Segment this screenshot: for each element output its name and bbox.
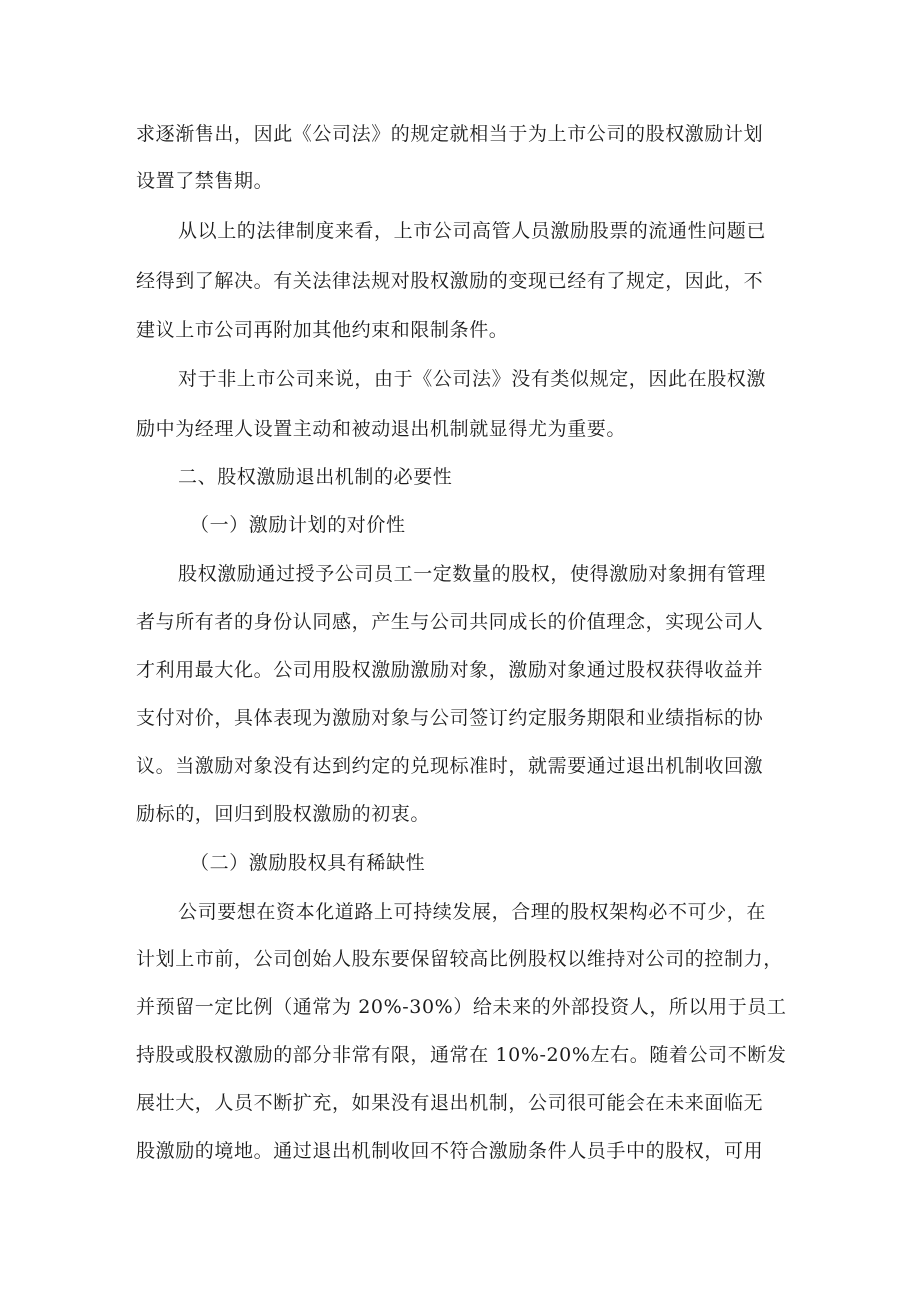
body-text-line: 励标的，回归到股权激励的初衷。 — [136, 803, 431, 825]
subsection-heading: （一）激励计划的对价性 — [190, 514, 406, 536]
body-text-line: 股权激励通过授予公司员工一定数量的股权，使得激励对象拥有管理 — [178, 563, 767, 585]
body-text-line: 并预留一定比例（通常为 20%-30%）给未来的外部投资人，所以用于员工 — [136, 996, 787, 1018]
section-heading: 二、股权激励退出机制的必要性 — [178, 466, 453, 488]
body-text-line: 者与所有者的身份认同感，产生与公司共同成长的价值理念，实现公司人 — [136, 611, 764, 633]
body-text-line: 公司要想在资本化道路上可持续发展，合理的股权架构必不可少，在 — [178, 901, 767, 923]
body-text-line: 建议上市公司再附加其他约束和限制条件。 — [136, 319, 509, 341]
body-text-line: 才利用最大化。公司用股权激励激励对象，激励对象通过股权获得收益并 — [136, 659, 764, 681]
body-text-line: 经得到了解决。有关法律法规对股权激励的变现已经有了规定，因此，不 — [136, 270, 764, 292]
body-text-line: 展壮大，人员不断扩充，如果没有退出机制，公司很可能会在未来面临无 — [136, 1092, 764, 1114]
body-text-line: 励中为经理人设置主动和被动退出机制就显得尤为重要。 — [136, 418, 627, 440]
body-text-line: 股激励的境地。通过退出机制收回不符合激励条件人员手中的股权，可用 — [136, 1140, 764, 1162]
body-text-line: 从以上的法律制度来看，上市公司高管人员激励股票的流通性问题已 — [178, 220, 767, 242]
body-text-line: 设置了禁售期。 — [136, 170, 274, 192]
body-text-line: 求逐渐售出，因此《公司法》的规定就相当于为上市公司的股权激励计划 — [136, 123, 764, 145]
subsection-heading: （二）激励股权具有稀缺性 — [190, 852, 426, 874]
body-text-line: 计划上市前，公司创始人股东要保留较高比例股权以维持对公司的控制力， — [136, 948, 783, 970]
body-text-line: 持股或股权激励的部分非常有限，通常在 10%-20%左右。随着公司不断发 — [136, 1044, 787, 1066]
body-text-line: 对于非上市公司来说，由于《公司法》没有类似规定，因此在股权激 — [178, 368, 767, 390]
body-text-line: 议。当激励对象没有达到约定的兑现标准时，就需要通过退出机制收回激 — [136, 755, 764, 777]
body-text-line: 支付对价，具体表现为激励对象与公司签订约定服务期限和业绩指标的协 — [136, 707, 764, 729]
